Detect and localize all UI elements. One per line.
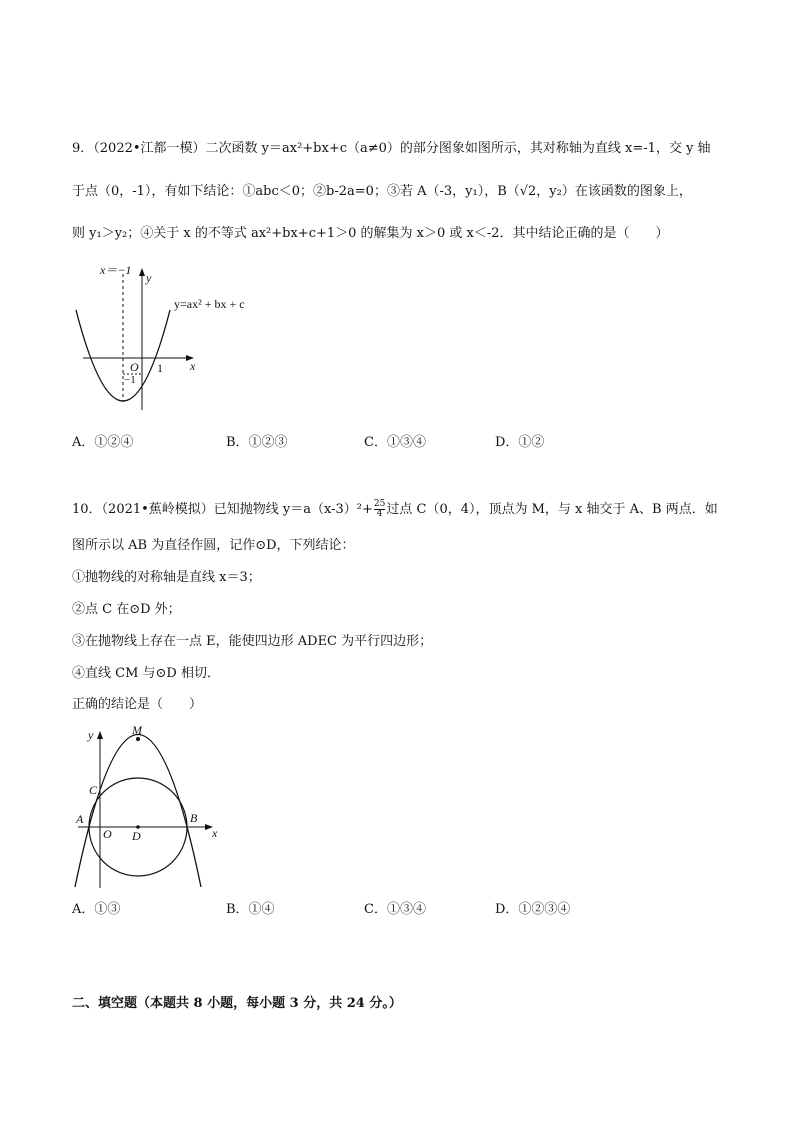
q9-tick-one: 1 <box>157 361 163 375</box>
q9-tick-minus-one: −1 <box>124 374 136 386</box>
q9-option-d[interactable]: D．①② <box>495 435 545 450</box>
q10-line-1-b: 过点 C（0，4），顶点为 M，与 x 轴交于 A、B 两点．如 <box>386 502 718 517</box>
q9-curve-label: y=ax² + bx + c <box>174 297 245 311</box>
q9-line-3: 则 y₁＞y₂；④关于 x 的不等式 ax²+bx+c+1＞0 的解集为 x＞0 或 x＜-2．其中结论正确的是（ ） <box>72 226 669 241</box>
q10-option-d[interactable]: D．①②③④ <box>495 902 571 917</box>
q10-line-1 <box>72 500 718 519</box>
q10-line-1-a: 10．（2021•蕉岭模拟）已知抛物线 y＝a（x-3）²+ <box>72 502 373 517</box>
q10-option-c[interactable]: C．①③④ <box>364 902 426 917</box>
q10-label-m: M <box>132 723 142 737</box>
q10-label-c: C <box>89 783 98 797</box>
q10-conclusion-2: ②点 C 在⊙D 外； <box>72 602 181 617</box>
q10-label-a: A <box>76 812 84 826</box>
q10-label-o: O <box>103 827 112 841</box>
q9-option-c[interactable]: C．①③④ <box>364 435 426 450</box>
q10-y-arrow <box>97 731 103 739</box>
q9-x-label: x <box>190 359 196 373</box>
q9-option-a[interactable]: A．①②④ <box>72 435 134 450</box>
q10-parabola-curve <box>75 735 201 888</box>
q10-conclusion-3: ③在抛物线上存在一点 E，能使四边形 ADEC 为平行四边形； <box>72 634 433 649</box>
q10-line-2: 图所示以 AB 为直径作圆，记作⊙D，下列结论： <box>72 538 355 553</box>
q9-line-2: 于点（0，-1），有如下结论：①abc＜0；②b-2a=0；③若 A（-3，y₁），B（√2，y₂）在该函数的图象上， <box>72 184 692 199</box>
q9-origin-label: O <box>130 360 139 374</box>
q9-option-b[interactable]: B．①②③ <box>226 435 288 450</box>
q10-option-b[interactable]: B．①④ <box>226 902 275 917</box>
q10-x-label: x <box>212 826 218 840</box>
q10-label-b: B <box>190 811 198 825</box>
q10-question-ask: 正确的结论是（ ） <box>72 697 203 712</box>
q9-parabola-graph <box>70 262 245 422</box>
q10-frac-num: 25 <box>373 499 386 509</box>
q10-conclusion-4: ④直线 CM 与⊙D 相切． <box>72 666 220 681</box>
q10-y-label: y <box>88 728 94 742</box>
q9-axis-line-label: x＝−1 <box>100 263 132 277</box>
q10-option-a[interactable]: A．①③ <box>72 902 121 917</box>
q9-line-1: 9．（2022•江都一模）二次函数 y＝ax²+bx+c（a≠0）的部分图象如图所示，其对称轴为直线 x=-1，交 y 轴 <box>72 141 711 156</box>
q10-label-d: D <box>132 829 141 843</box>
q10-fraction <box>374 500 385 519</box>
q9-y-label: y <box>146 271 152 285</box>
section-2-heading: 二、填空题（本题共 8 小题，每小题 3 分，共 24 分。） <box>72 996 402 1011</box>
q10-point-m <box>136 737 140 741</box>
q10-conclusion-1: ①抛物线的对称轴是直线 x＝3； <box>72 570 261 585</box>
q10-parabola-circle-graph <box>68 722 238 892</box>
q10-frac-den: 4 <box>376 509 383 519</box>
q9-y-arrow <box>139 268 145 276</box>
